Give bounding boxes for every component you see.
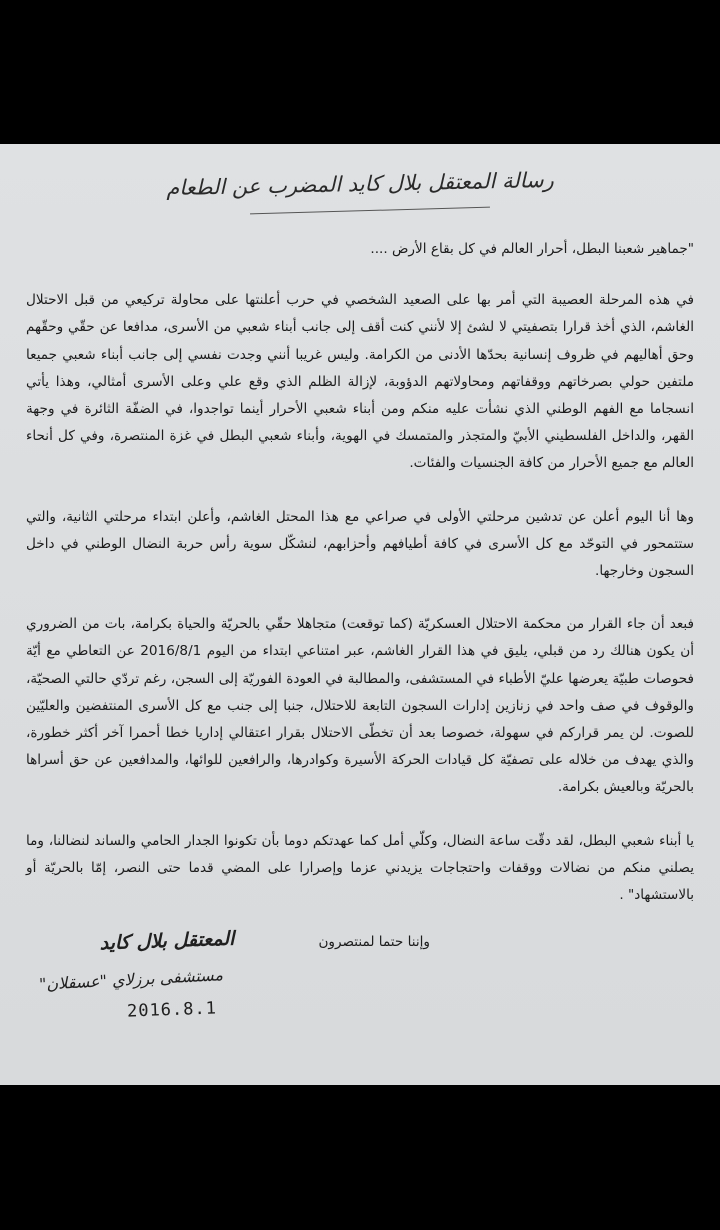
letter-paragraph: وها أنا اليوم أعلن عن تدشين مرحلتي الأولى في صراعي مع هذا المحتل الغاشم، وأعلن ابتداء مرحلتي الثانية، والتي ستتمحور في التوحّد مع كل الأسرى في كافة أطيافهم وأحزابهم، لنشكّل سوية رأس حربة النضال الوطني في داخل السجون وخارجها. <box>26 508 694 580</box>
letter-body <box>26 236 694 935</box>
letter-paragraph: في هذه المرحلة العصيبة التي أمر بها على الصعيد الشخصي في حرب أعلنتها على محاولة تركيعي من قبل الاحتلال الغاشم، الذي أخذ قرارا بتصفيتي لا لشئ إلا لأنني كنت أقف إلى جانب أبناء شعبي من الأسرى، مدافعا عن حقّي وحقّهم وحق أهاليهم في ظروف إنسانية بحدّها الأدنى من الكرامة. وليس غريبا أنني وجدت نفسي إلى جانب أبناء شعبي جميعا ملتفين حولي بصرخاتهم ووقفاتهم ومحاولاتهم الدؤوبة، لإزالة الظلم الذي وقع علي وعلى الأسرى أمثالي، وهذا يأتي انسجاما مع الفهم الوطني الذي نشأت عليه منكم ومن أبناء شعبي الأحرار أينما تواجدوا، في الضفّة الثائرة في وجهة القهر، والداخل الفلسطيني الأبيّ والمتجذر والمتمسك في الهوية، وأبناء شعبي البطل في غزة المنتصرة، وفي كل أنحاء العالم مع جميع الأحرار من كافة الجنسيات والفئات. <box>26 292 694 472</box>
letter-paragraph: فبعد أن جاء القرار من محكمة الاحتلال العسكريّة (كما توقعت) متجاهلا حقّي بالحريّة والحياة بكرامة، بات من الضروري أن يكون هنالك رد من قبلي، يليق في هذا القرار الغاشم، عبر امتناعي ابتداء من اليوم 2016/8/1 عن التعاطي مع أيّة فحوصات طبيّة يعرضها عليّ الأطباء في المستشفى، والمطالبة في العودة الفوريّة إلى السجن، رغم تردّي حالتي الصحيّة، والوقوف في صف واحد في زنازين إدارات السجون التابعة للاحتلال، جنبا إلى جنب مع كل الأسرى المنتفضين والعليّين للصوت. لن يمر قراركم في سهولة، خصوصا بعد أن تخطّى الاحتلال بقرار اعتقالي إداريا خطا أحمرا آخر أكثر خطورة، والذي يهدف من خلاله على تصفيّة كل قيادات الحركة الأسيرة وكوادرها، والرافعين للوائها، والمدافعين عن حق أسراها بالحريّة وبالعيش بكرامة. <box>26 616 694 796</box>
bottom-black-bar <box>0 1085 720 1230</box>
signature-date: 2016.8.1 <box>126 998 218 1022</box>
closing-line: وإننا حتما لمنتصرون <box>318 934 430 950</box>
letter-title: رسالة المعتقل بلال كايد المضرب عن الطعام <box>166 167 554 201</box>
letter-greeting: "جماهير شعبنا البطل، أحرار العالم في كل بقاع الأرض .... <box>370 241 694 257</box>
signature-name: المعتقل بلال كايد <box>99 927 235 955</box>
top-black-bar <box>0 0 720 144</box>
signature-place: مستشفى برزلاي "عسقلان" <box>38 965 224 994</box>
letter-paragraph: يا أبناء شعبي البطل، لقد دقّت ساعة النضال، وكلّي أمل كما عهدتكم دوما بأن تكونوا الجدار الحامي والساند لنضالنا، وما يصلني منكم من نضالات ووقفات واحتجاجات يزيدني عزما وإصرارا على المضي قدما حتى النصر، إمّا بالحريّة أو بالاستشهاد" . <box>26 832 694 904</box>
letter-document <box>0 144 720 1085</box>
title-underline <box>250 207 490 215</box>
